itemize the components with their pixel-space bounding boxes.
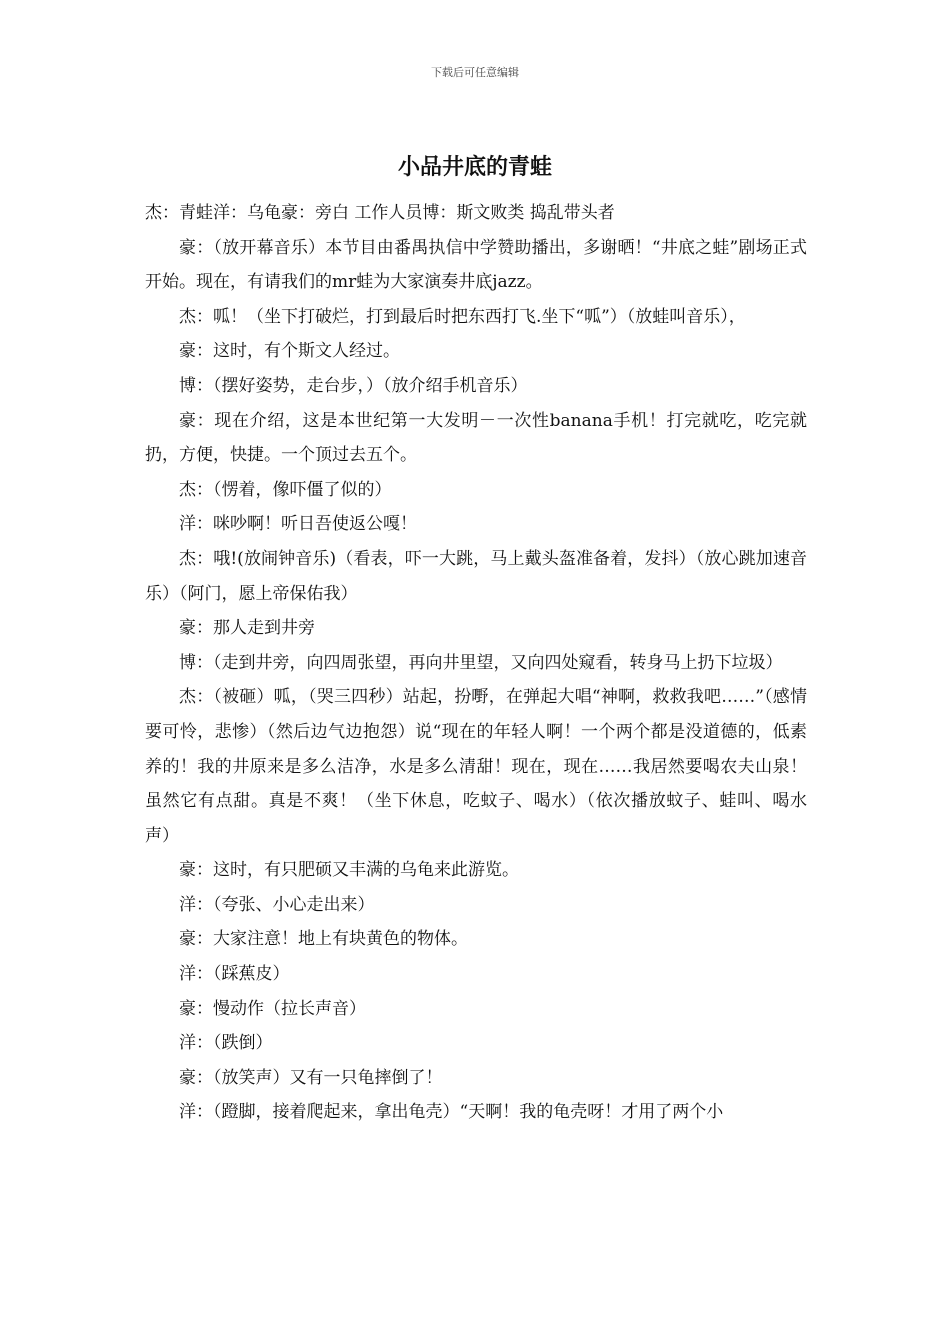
script-line: 洋：（跌倒）: [179, 1033, 273, 1054]
script-line: 豪：大家注意！地上有块黄色的物体。: [179, 929, 468, 950]
script-line: 洋：（蹬脚，接着爬起来，拿出龟壳）“天啊！我的龟壳呀！才用了两个小: [179, 1102, 724, 1123]
cast-list: 杰：青蛙洋：乌龟豪：旁白 工作人员博：斯文败类 捣乱带头者: [145, 203, 615, 223]
script-line: 豪：（放开幕音乐）本节目由番禺执信中学赞助播出，多谢晒！“井底之蛙”剧场正式开始。现在，有请我们的mr蛙为大家演奏井底jazz。: [145, 237, 807, 293]
script-line: 杰：（愣着，像吓僵了似的）: [179, 479, 392, 500]
script-line: 豪：这时，有个斯文人经过。: [179, 341, 400, 362]
script-line: 洋：（踩蕉皮）: [179, 964, 290, 985]
script-line: 洋：咪吵啊！听日吾使返公嘎！: [179, 514, 417, 535]
script-line: 博：（摆好姿势，走台步，）（放介绍手机音乐）: [179, 375, 528, 396]
script-line: 豪：慢动作（拉长声音）: [179, 998, 366, 1019]
script-line: 豪：（放笑声）又有一只龟摔倒了！: [179, 1067, 443, 1088]
script-line: 杰：（被砸）呱，（哭三四秒）站起，扮嘢，在弹起大唱“神啊，救救我吧……”（感情要可怜，悲惨）（然后边气边抱怨）说“现在的年轻人啊！一个两个都是没道德的，低素养的！我的井原来是多么洁净，水是多么清甜！现在，现在……我居然要喝农夫山泉！虽然它有点甜。真是不爽！（坐下休息，吃蚊子、喝水）（依次播放蚊子、蛙叫、喝水声）: [145, 687, 807, 846]
page-header-note: 下载后可任意编辑: [431, 66, 519, 79]
script-line: 杰：呱！（坐下打破烂，打到最后时把东西打飞.坐下“呱”）（放蛙叫音乐），: [179, 306, 746, 327]
script-line: 豪：那人走到井旁: [179, 618, 315, 639]
script-line: 博：（走到井旁，向四周张望，再向井里望，又向四处窥看，转身马上扔下垃圾）: [179, 652, 783, 673]
script-line: 豪：现在介绍，这是本世纪第一大发明－一次性banana手机！打完就吃，吃完就扔，方便，快捷。一个顶过去五个。: [145, 410, 807, 466]
script-line: 杰：哦!(放闹钟音乐)（看表，吓一大跳，马上戴头盔准备着，发抖）（放心跳加速音乐）（阿门，愿上帝保佑我）: [145, 548, 807, 604]
script-body: [145, 196, 807, 1130]
script-line: 洋：（夸张、小心走出来）: [179, 894, 375, 915]
script-line: 豪：这时，有只肥硕又丰满的乌龟来此游览。: [179, 860, 519, 881]
document-title: 小品井底的青蛙: [397, 155, 552, 180]
